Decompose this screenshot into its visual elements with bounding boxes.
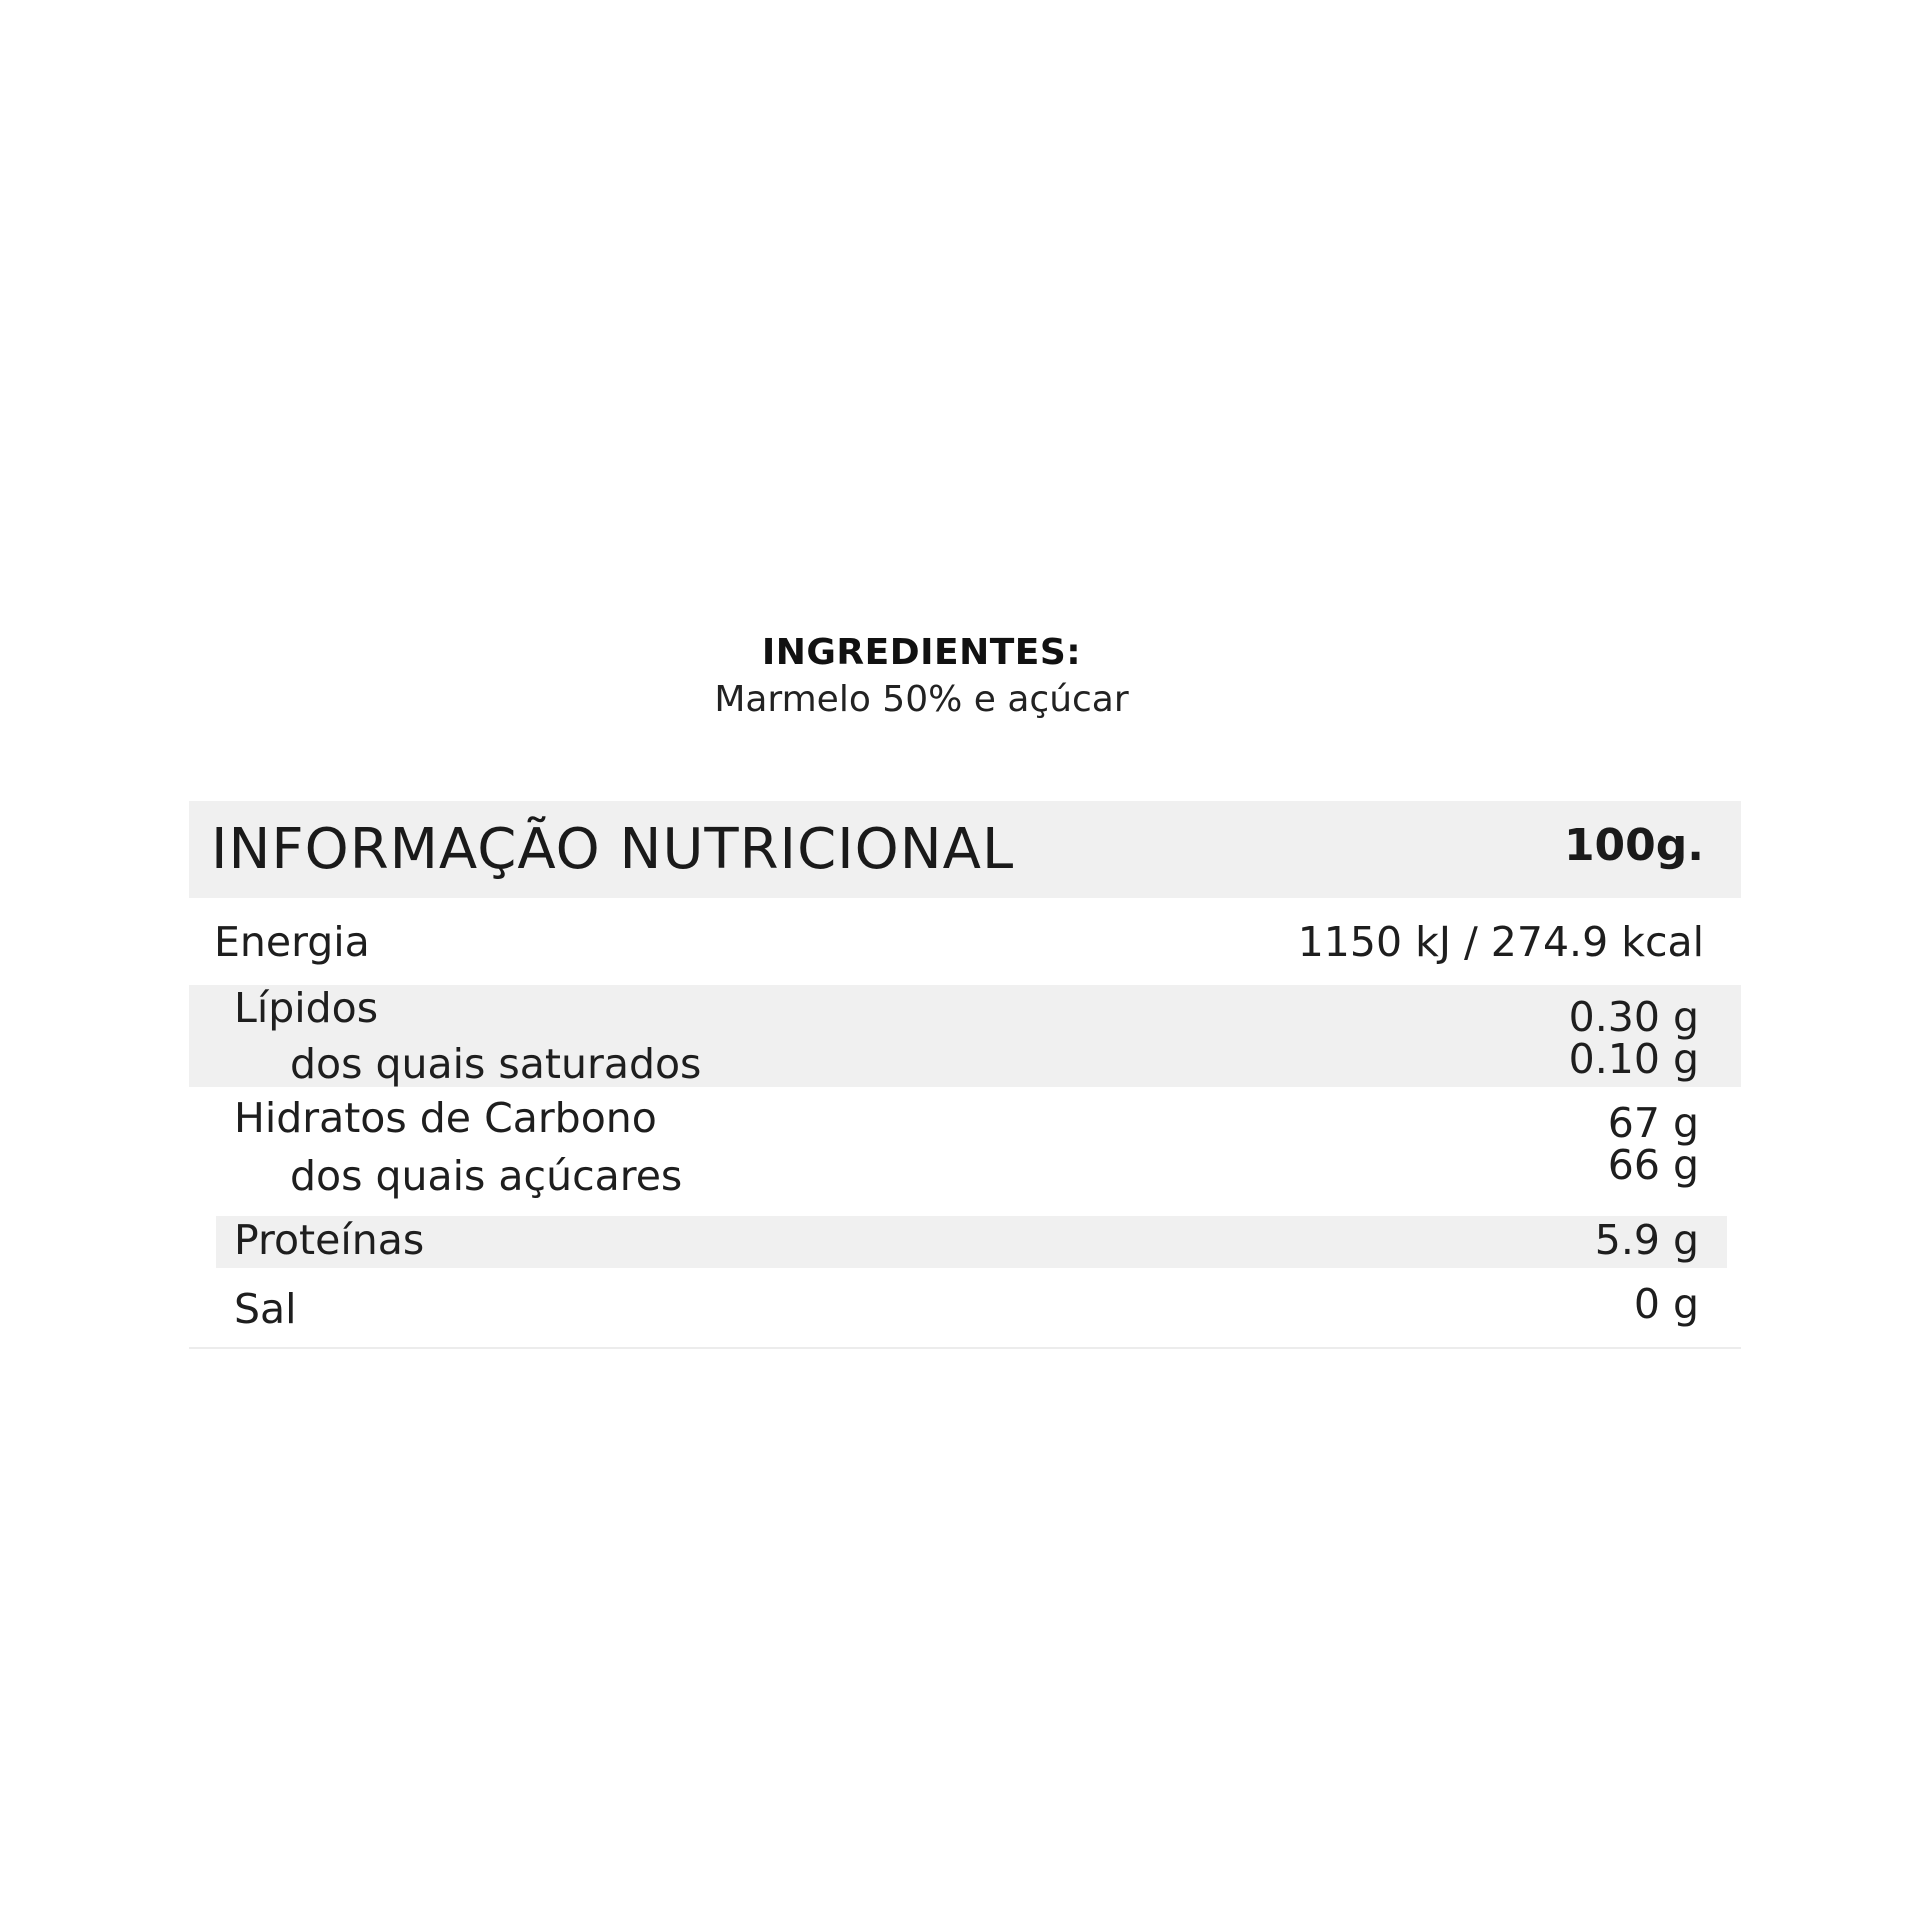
row-label-hidratos: Hidratos de Carbono bbox=[234, 1094, 657, 1142]
row-label-sal: Sal bbox=[234, 1285, 297, 1333]
row-value-energia: 1150 kJ / 274.9 kcal bbox=[1297, 918, 1704, 966]
nutrition-unit: 100g. bbox=[1563, 820, 1704, 871]
row-label-proteinas: Proteínas bbox=[234, 1216, 425, 1264]
row-value-proteinas: 5.9 g bbox=[1594, 1216, 1699, 1264]
row-value-hidratos: 67 g bbox=[1607, 1099, 1699, 1147]
row-label-saturados: dos quais saturados bbox=[290, 1040, 702, 1088]
ingredients-title: INGREDIENTES: bbox=[761, 632, 1082, 673]
proteins-band bbox=[216, 1216, 1727, 1268]
row-value-saturados: 0.10 g bbox=[1568, 1035, 1699, 1083]
row-label-acucares: dos quais açúcares bbox=[290, 1152, 683, 1200]
ingredients-section bbox=[0, 630, 1843, 724]
row-label-lipidos: Lípidos bbox=[234, 984, 379, 1032]
row-value-sal: 0 g bbox=[1633, 1280, 1699, 1328]
row-label-energia: Energia bbox=[214, 918, 370, 966]
nutrition-title: INFORMAÇÃO NUTRICIONAL bbox=[211, 817, 1015, 882]
row-value-lipidos: 0.30 g bbox=[1568, 993, 1699, 1041]
row-value-acucares: 66 g bbox=[1607, 1141, 1699, 1189]
ingredients-text: Marmelo 50% e açúcar bbox=[714, 679, 1129, 720]
table-bottom-divider bbox=[189, 1347, 1741, 1349]
